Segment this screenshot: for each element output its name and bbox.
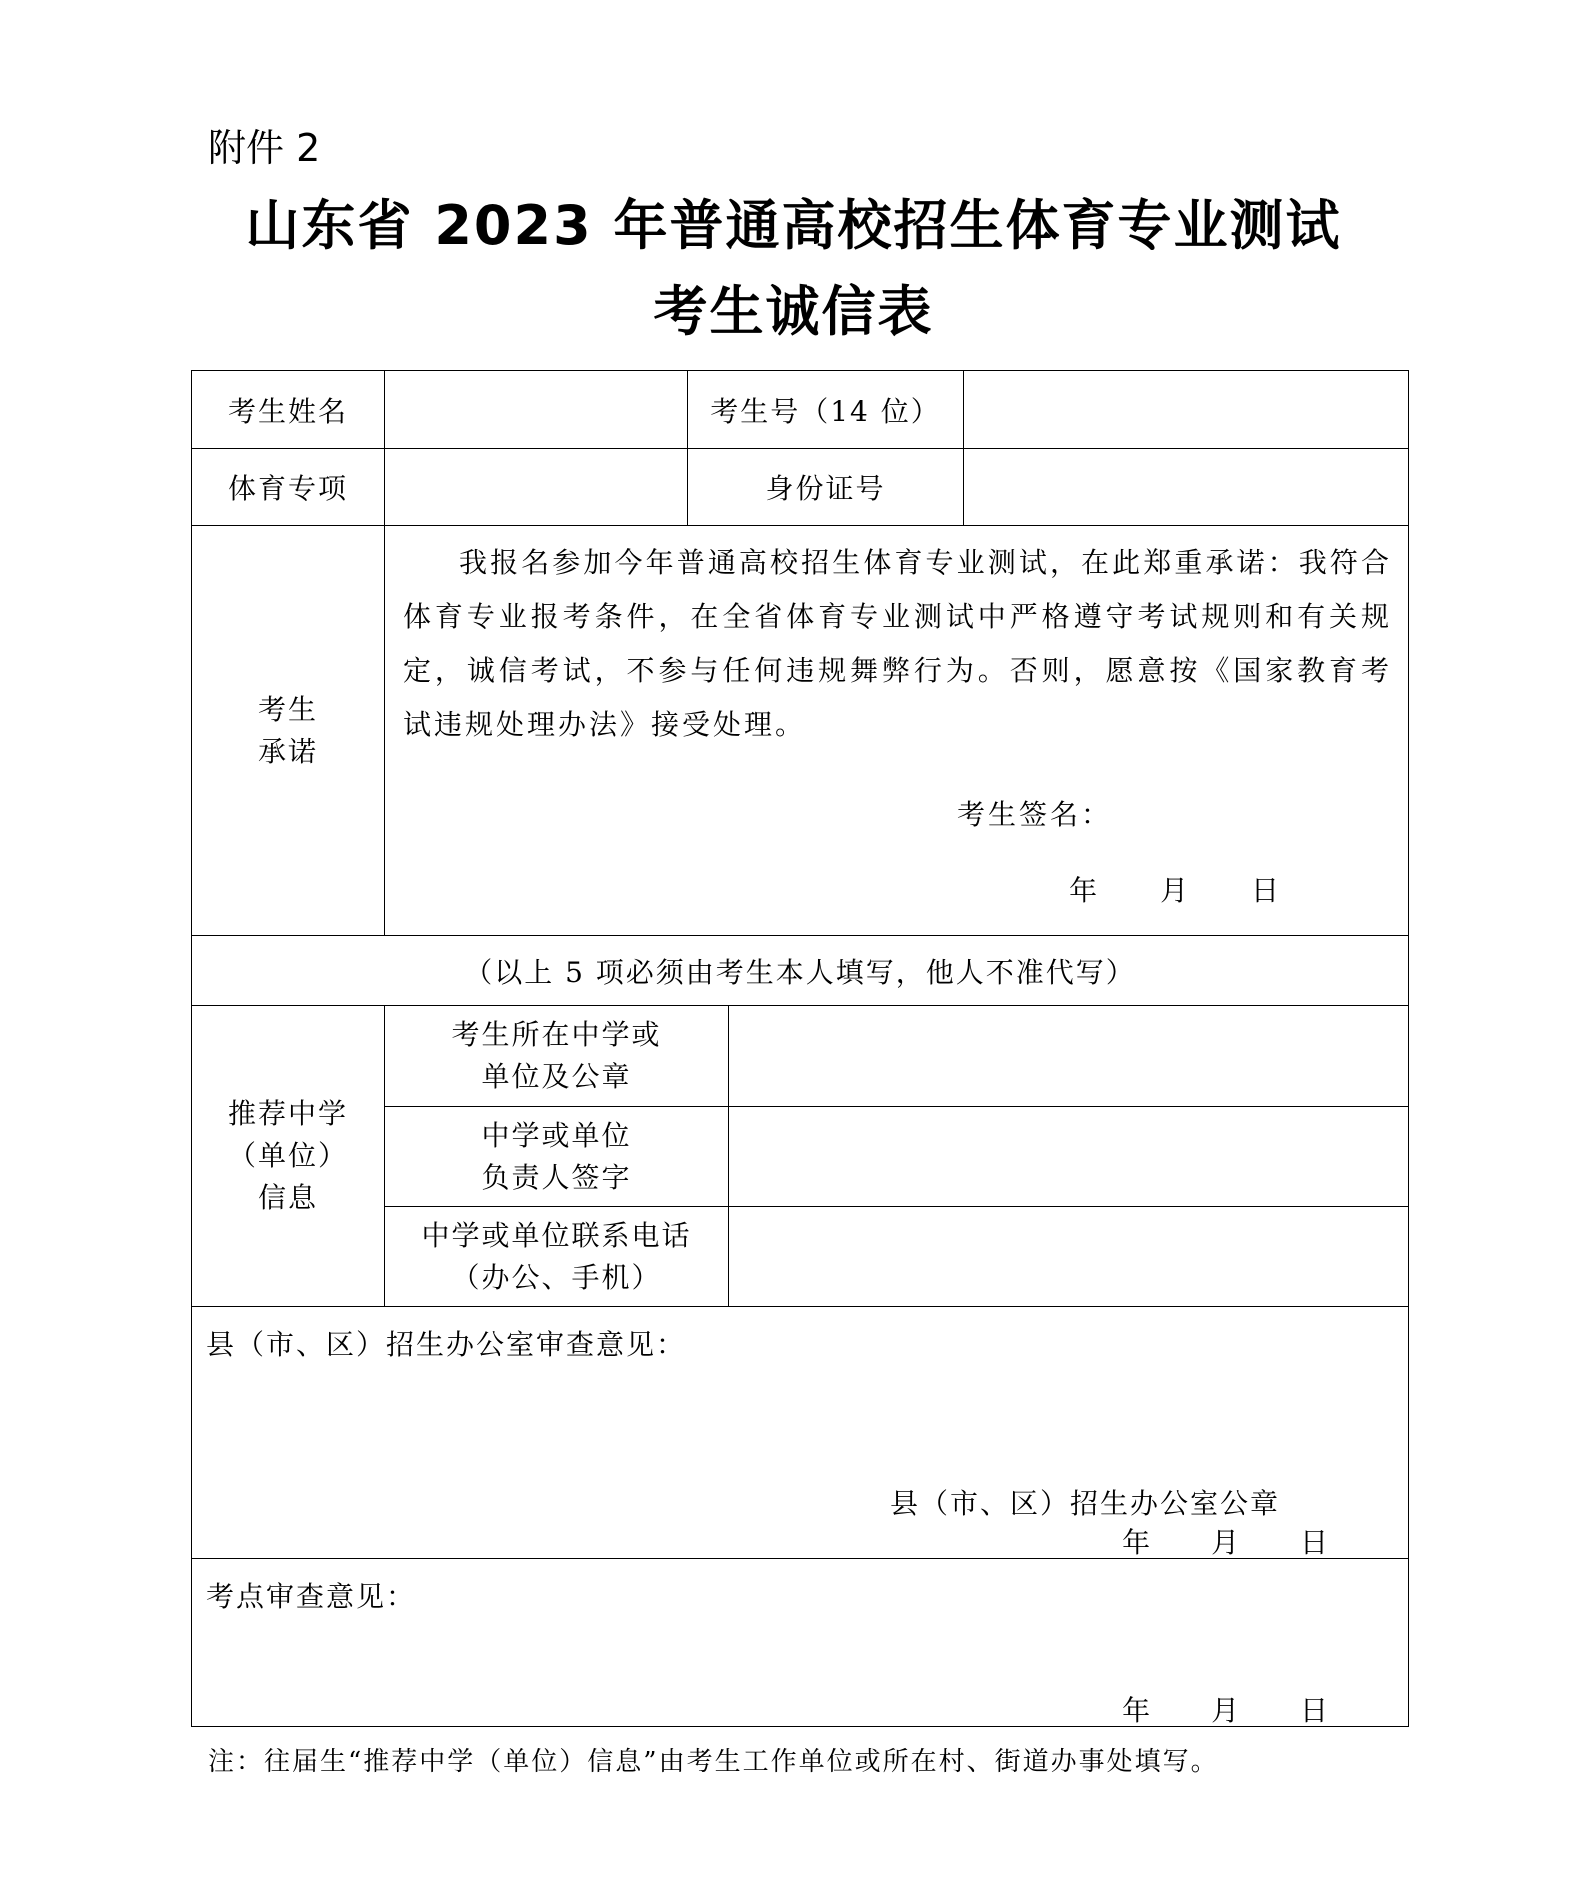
phone-line1: 中学或单位联系电话 (421, 1218, 692, 1252)
site-review-cell[interactable] (192, 1559, 1409, 1727)
footnote: 注：往届生“推荐中学（单位）信息”由考生工作单位或所在村、街道办事处填写。 (208, 1747, 1219, 1777)
signature-label[interactable]: 考生签名： (956, 798, 1112, 831)
row-self-fill-note (192, 936, 1409, 1006)
id-number-label: 身份证号 (688, 449, 964, 526)
county-review-cell[interactable] (192, 1307, 1409, 1559)
recommend-label-line1: 推荐中学 (227, 1097, 348, 1130)
site-review-label: 考点审查意见： (206, 1580, 417, 1613)
phone-label (385, 1207, 729, 1307)
row-county-review (192, 1307, 1409, 1559)
pledge-cell (385, 526, 1409, 936)
row-pledge (192, 526, 1409, 936)
leader-sign-line1: 中学或单位 (481, 1118, 632, 1152)
year-label: 年 (1122, 1526, 1153, 1559)
row-school-seal (192, 1006, 1409, 1107)
phone-field[interactable] (729, 1207, 1409, 1307)
name-label: 考生姓名 (192, 371, 385, 449)
recommend-label (192, 1006, 385, 1307)
name-field[interactable] (385, 371, 688, 449)
exam-number-field[interactable] (964, 371, 1409, 449)
sport-field[interactable] (385, 449, 688, 526)
attachment-label: 附件 2 (208, 126, 321, 170)
document-title: 山东省 2023 年普通高校招生体育专业测试 (245, 194, 1342, 257)
document-subtitle: 考生诚信表 (653, 280, 934, 343)
id-number-field[interactable] (964, 449, 1409, 526)
school-seal-line2: 单位及公章 (481, 1060, 632, 1093)
year-label: 年 (1122, 1694, 1153, 1727)
month-label: 月 (1211, 1526, 1242, 1559)
sport-label: 体育专项 (192, 449, 385, 526)
school-seal-label (385, 1006, 729, 1107)
pledge-text: 我报名参加今年普通高校招生体育专业测试，在此郑重承诺：我符合体育专业报考条件，在全省体育专业测试中严格遵守考试规则和有关规定，诚信考试，不参与任何违规舞弊行为。否则，愿意按《国家教育考试违规处理办法》接受处理。 (403, 546, 1392, 741)
pledge-label-line1: 考生 (257, 692, 318, 726)
school-seal-field[interactable] (729, 1006, 1409, 1107)
row-site-review (192, 1559, 1409, 1727)
day-label: 日 (1250, 874, 1282, 907)
leader-sign-line2: 负责人签字 (481, 1160, 632, 1194)
recommend-label-line2: （单位） (227, 1139, 348, 1172)
leader-sign-field[interactable] (729, 1107, 1409, 1207)
day-label: 日 (1299, 1526, 1330, 1559)
self-fill-note: （以上 5 项必须由考生本人填写，他人不准代写） (192, 936, 1409, 1006)
day-label: 日 (1299, 1694, 1330, 1727)
county-seal-label: 县（市、区）招生办公室公章 (889, 1487, 1280, 1520)
county-review-label: 县（市、区）招生办公室审查意见： (206, 1328, 687, 1361)
pledge-date (403, 864, 1392, 918)
integrity-form-table (191, 370, 1409, 1727)
phone-line2: （办公、手机） (451, 1260, 662, 1294)
year-label: 年 (1069, 874, 1101, 907)
pledge-label (192, 526, 385, 936)
month-label: 月 (1160, 874, 1192, 907)
site-review-date (1122, 1689, 1330, 1729)
leader-sign-label (385, 1107, 729, 1207)
exam-number-label: 考生号（14 位） (688, 371, 964, 449)
row-name (192, 371, 1409, 449)
recommend-label-line3: 信息 (257, 1181, 318, 1214)
pledge-label-line2: 承诺 (257, 734, 318, 768)
row-sport (192, 449, 1409, 526)
school-seal-line1: 考生所在中学或 (451, 1018, 662, 1051)
month-label: 月 (1211, 1694, 1242, 1727)
county-review-date (1122, 1521, 1330, 1561)
